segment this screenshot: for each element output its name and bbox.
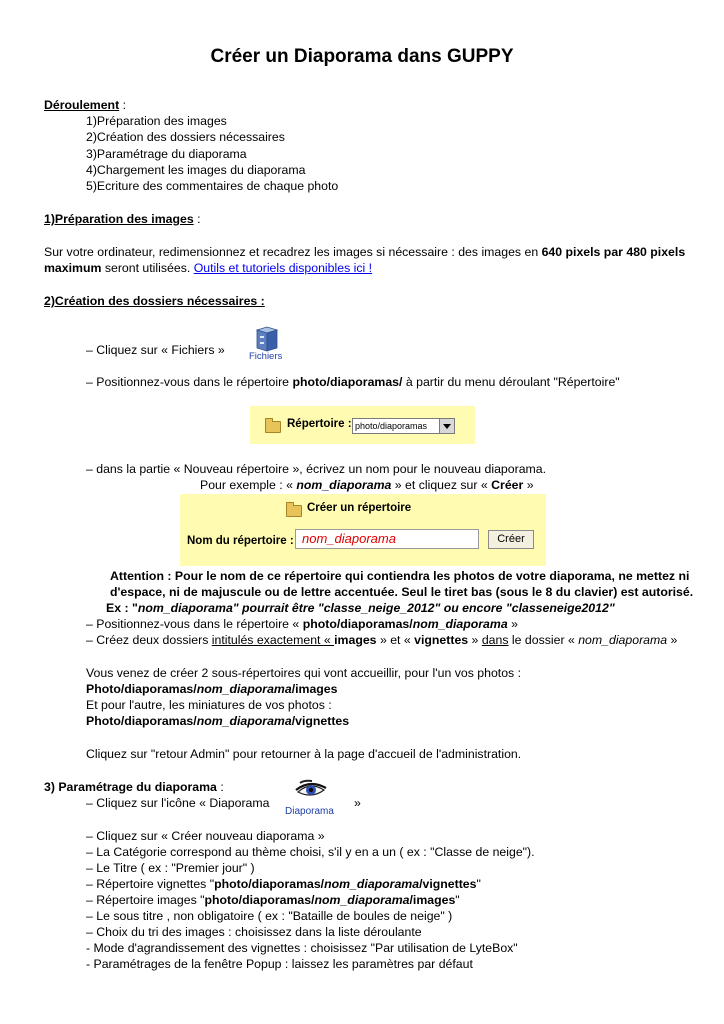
s3-line-1: – Cliquez sur « Créer nouveau diaporama » <box>86 829 325 843</box>
section3-heading-line: 3) Paramétrage du diaporama : <box>44 780 224 794</box>
nom-repertoire-input[interactable]: nom_diaporama <box>295 529 479 549</box>
section1-heading-line: 1)Préparation des images : <box>44 212 201 226</box>
exemple-line: Pour exemple : « nom_diaporama » et cliquez sur « Créer » <box>200 478 534 492</box>
deroulement-heading: Déroulement <box>44 98 120 112</box>
retour-line: Cliquez sur "retour Admin" pour retourner à la page d'accueil de l'administration. <box>86 747 522 761</box>
deroulement-heading-line: Déroulement : <box>44 98 127 112</box>
repertoire-select[interactable]: photo/diaporamas <box>352 418 442 434</box>
position2-line: – Positionnez-vous dans le répertoire « photo/diaporamas/nom_diaporama » <box>86 617 518 631</box>
folder-icon <box>286 505 302 517</box>
s3-line-5: – Répertoire images "photo/diaporamas/nom_diaporama/images" <box>86 893 460 907</box>
s3-line-4: – Répertoire vignettes "photo/diaporamas/nom_diaporama/vignettes" <box>86 877 481 891</box>
creer-repertoire-header: Créer un répertoire <box>307 502 412 514</box>
section3-heading: 3) Paramétrage du diaporama <box>44 780 217 794</box>
folder-icon <box>265 421 281 433</box>
repertoire-screenshot <box>250 406 475 444</box>
venez-line: Vous venez de créer 2 sous-répertoires qui vont accueillir, pour l'un vos photos : <box>86 666 522 680</box>
nouveau-line: – dans la partie « Nouveau répertoire », écrivez un nom pour le nouveau diaporama. <box>86 462 547 476</box>
position-line: – Positionnez-vous dans le répertoire photo/diaporamas/ à partir du menu déroulant "Répertoire" <box>86 375 620 389</box>
diaporama-icon-label: Diaporama <box>285 806 334 817</box>
tools-link[interactable]: Outils et tutoriels disponibles ici ! <box>193 261 373 275</box>
s3-line-3: – Le Titre ( ex : "Premier jour" ) <box>86 861 255 875</box>
s3-line-8: - Mode d'agrandissement des vignettes : choisissez "Par utilisation de LyteBox" <box>86 941 518 955</box>
step-4: 4)Chargement les images du diaporama <box>86 163 306 177</box>
step-2: 2)Création des dossiers nécessaires <box>86 130 285 144</box>
step-3: 3)Paramétrage du diaporama <box>86 147 247 161</box>
creer-button[interactable]: Créer <box>488 530 534 549</box>
ex-line: Ex : "nom_diaporama" pourrait être "classe_neige_2012" ou encore "classeneige2012" <box>106 601 615 615</box>
section1-heading: 1)Préparation des images <box>44 212 194 226</box>
file-cabinet-icon <box>247 326 287 352</box>
attention-line1: Attention : Pour le nom de ce répertoire qui contiendra les photos de votre diaporama, ne mettez ni <box>110 569 690 583</box>
path-vignettes: Photo/diaporamas/nom_diaporama/vignettes <box>86 714 350 728</box>
nom-repertoire-label: Nom du répertoire : <box>187 535 294 547</box>
repertoire-label: Répertoire : <box>287 418 352 430</box>
path-images: Photo/diaporamas/nom_diaporama/images <box>86 682 338 696</box>
eye-icon <box>282 779 344 803</box>
s3-line-6: – Le sous titre , non obligatoire ( ex : "Bataille de boules de neige" ) <box>86 909 453 923</box>
section1-text-line1: Sur votre ordinateur, redimensionnez et recadrez les images si nécessaire : des images en 640 pixels par 480 pixels <box>44 245 686 259</box>
s3-line-9: - Paramétrages de la fenêtre Popup : laissez les paramètres par défaut <box>86 957 473 971</box>
attention-line2: d'espace, ni de majuscule ou de lettre accentuée. Seul le tiret bas (sous le 8 du clavier) est autorisé. <box>110 585 694 599</box>
step-1: 1)Préparation des images <box>86 114 227 128</box>
step-5: 5)Ecriture des commentaires de chaque photo <box>86 179 339 193</box>
creer-repertoire-screenshot <box>180 494 546 566</box>
fichiers-icon-label: Fichiers <box>249 351 283 362</box>
diaporama-icon-button[interactable] <box>282 779 344 819</box>
section1-text-line2: maximum seront utilisées. Outils et tutoriels disponibles ici ! <box>44 261 373 275</box>
s3-line-7: – Choix du tri des images : choisissez dans la liste déroulante <box>86 925 422 939</box>
chevron-down-icon[interactable] <box>439 418 455 434</box>
icone-line: – Cliquez sur l'icône « Diaporama <box>86 796 270 810</box>
page-title: Créer un Diaporama dans GUPPY <box>210 46 514 67</box>
autre-line: Et pour l'autre, les miniatures de vos photos : <box>86 698 332 712</box>
fichiers-line: – Cliquez sur « Fichiers » <box>86 343 225 357</box>
icone-close: » <box>354 796 361 810</box>
section2-heading: 2)Création des dossiers nécessaires : <box>44 294 265 308</box>
s3-line-2: – La Catégorie correspond au thème choisi, s'il y en a un ( ex : "Classe de neige"). <box>86 845 535 859</box>
creez-line: – Créez deux dossiers intitulés exactement « images » et « vignettes » dans le dossier « nom_diaporama » <box>86 633 678 647</box>
fichiers-icon-button[interactable] <box>247 326 287 364</box>
